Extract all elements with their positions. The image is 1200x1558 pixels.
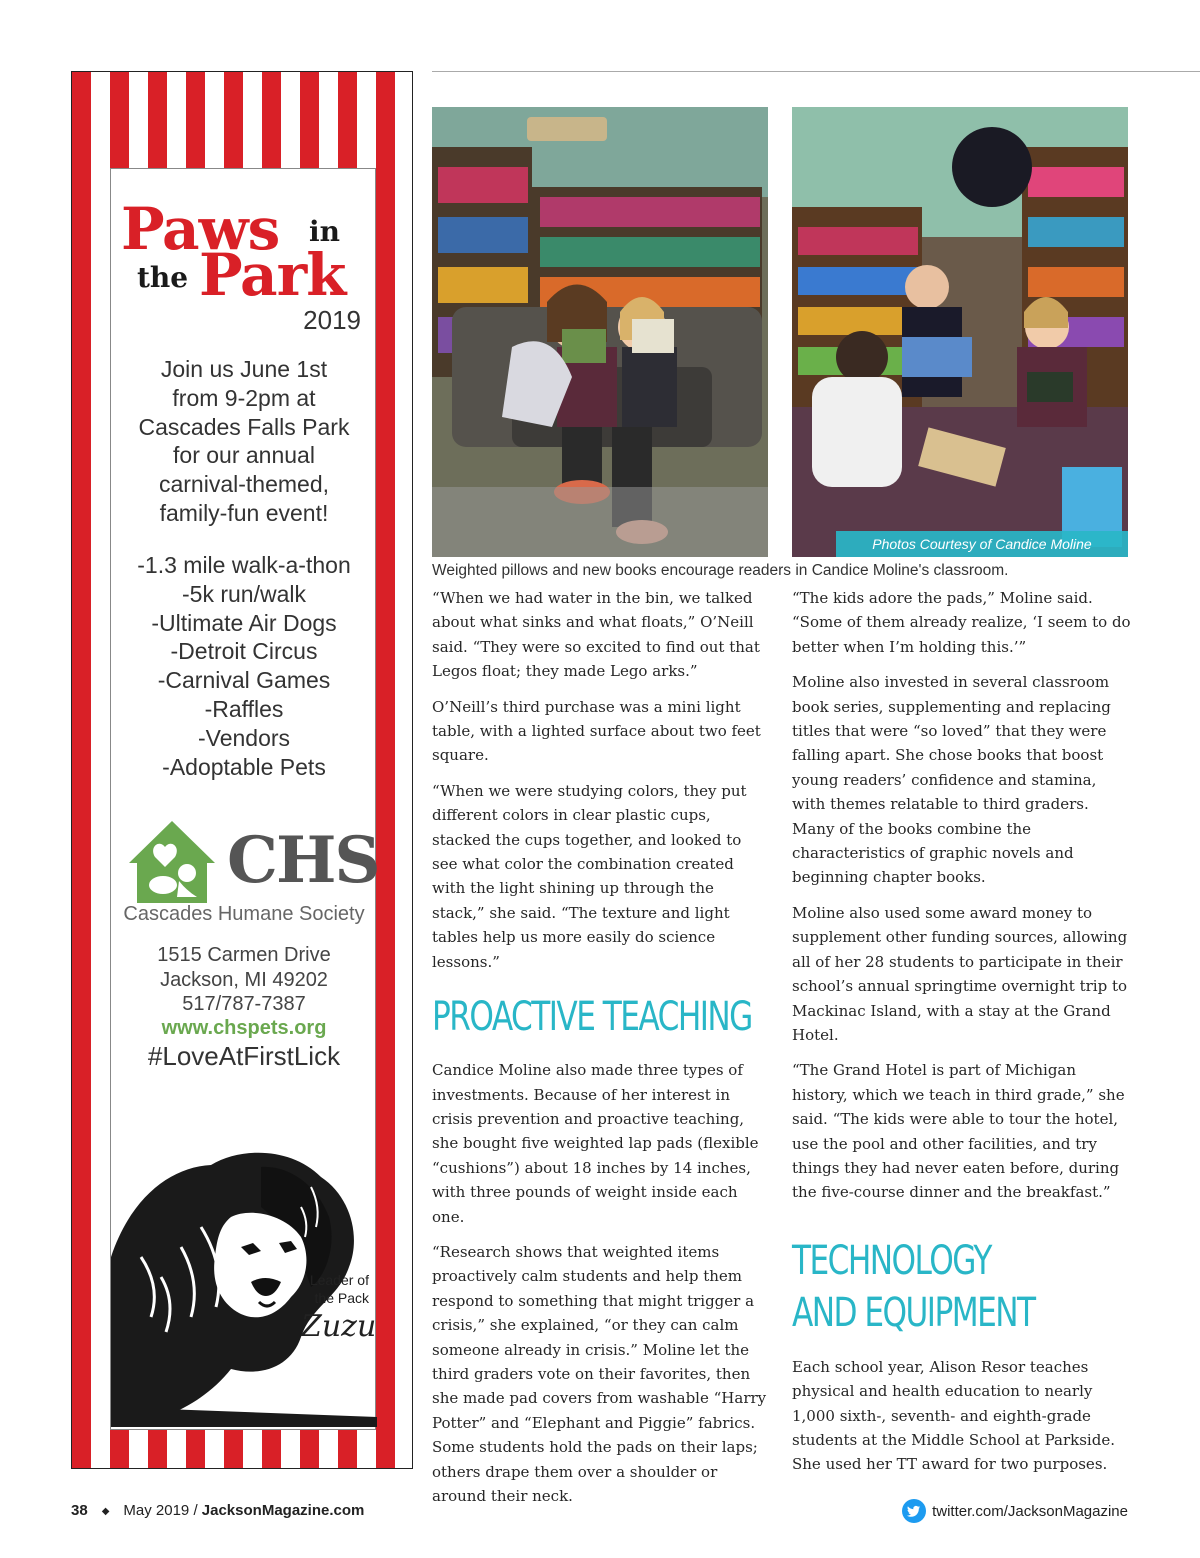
ad-event-item: -Adoptable Pets: [162, 753, 326, 780]
article-paragraph: “The kids adore the pads,” Moline said. “Some of them already realize, ‘I seem to do better when I’m holding this.’”: [792, 589, 1131, 656]
ad-event-item: -Carnival Games: [157, 667, 331, 694]
website-link[interactable]: www.chspets.org: [161, 1017, 327, 1039]
address: 1515 Carmen Drive: [157, 944, 331, 966]
classroom-photo-right: [792, 107, 1128, 557]
photo-right-image: [792, 107, 1128, 557]
page-number: 38: [71, 1502, 88, 1519]
article-paragraph: Each school year, Alison Resor teaches physical and health education to nearly 1,000 sixth-, seventh- and eighth-grade students at the Middle School at Parkside. She used her TT award for two purposes.: [792, 1357, 1115, 1474]
ad-title-the: the: [137, 261, 189, 294]
chs-logo: [125, 817, 379, 907]
chs-letters: CHS: [227, 823, 379, 898]
heading-line: TECHNOLOGY: [792, 1237, 991, 1284]
ad-panel: [110, 168, 379, 1430]
photo-caption: Weighted pillows and new books encourage readers in Candice Moline's classroom.: [432, 562, 1009, 579]
dog-caption: [297, 1271, 369, 1307]
article-paragraph: O’Neill’s third purchase was a mini light table, with a lighted surface about two feet square.: [432, 697, 761, 765]
separator: /: [193, 1502, 198, 1519]
ad-intro: [111, 355, 377, 528]
ad-intro-line: Cascades Falls Park: [138, 413, 350, 440]
ad-intro-line: family-fun event!: [159, 499, 329, 526]
footer-folio: [71, 1502, 364, 1519]
issue-date: May 2019: [123, 1502, 190, 1519]
ad-intro-line: carnival-themed,: [158, 471, 330, 498]
heading-line: AND EQUIPMENT: [792, 1289, 1035, 1336]
article-paragraph: “When we had water in the bin, we talked about what sinks and what floats,” O’Neill said. “They were so excited to find out that Legos float; they made Lego arks.”: [432, 589, 760, 681]
hashtag: #LoveAtFirstLick: [147, 1041, 341, 1071]
ad-title-in: in: [309, 215, 340, 248]
twitter-handle: twitter.com/JacksonMagazine: [932, 1502, 1128, 1520]
article-paragraph: “When we were studying colors, they put different colors in clear plastic cups, stacked the cups together, and looked to see what color the combination created with the light shining up through the stack,” she said. “The texture and light tables help us more easily do science lessons.”: [432, 781, 747, 971]
ad-intro-line: Join us June 1st: [160, 356, 328, 382]
photo-left-image: [432, 107, 768, 557]
house-pet-icon: [125, 817, 220, 907]
ad-intro-line: for our annual: [173, 442, 315, 469]
ad-year: 2019: [303, 305, 361, 335]
ad-title-paws: Paws: [121, 195, 280, 263]
paws-in-the-park-ad: [71, 71, 413, 1469]
ad-event-item: -5k run/walk: [182, 580, 306, 607]
dog-illustration-icon: [111, 1107, 377, 1427]
phone: 517/787-7387: [182, 993, 306, 1015]
article-paragraph: Candice Moline also made three types of investments. Because of her interest in crisis prevention and proactive teaching, she bought five weighted lap pads (flexible “cushions”) about 18 inches by 14 inches, with three pounds of weight inside each one.: [432, 1061, 759, 1226]
section-heading-technology: [792, 1235, 1057, 1339]
ad-title-park: Park: [199, 241, 346, 309]
org-name: Cascades Humane Society: [123, 903, 365, 925]
article-paragraph: Moline also used some award money to supplement other funding sources, allowing all of her 28 students to participate in their school’s annual springtime overnight trip to Mackinac Island, with a stay at the Grand Hotel.: [792, 903, 1128, 1044]
ad-contact: [111, 943, 377, 1017]
city: Jackson, MI 49202: [160, 968, 328, 991]
ad-event-item: -Vendors: [197, 724, 291, 751]
article-paragraph: “The Grand Hotel is part of Michigan history, which we teach in third grade,” she said. “The kids were able to tour the hotel, use the pool and other facilities, and try things they had never eaten before, during the five-course dinner and the breakfast.”: [792, 1061, 1125, 1202]
ad-event-item: -Detroit Circus: [170, 638, 318, 665]
ad-event-item: -Ultimate Air Dogs: [151, 609, 337, 636]
top-rule: [432, 71, 1200, 72]
dog-caption-line: Leader of: [309, 1272, 369, 1288]
site-link[interactable]: JacksonMagazine.com: [201, 1502, 365, 1519]
twitter-bird-icon: [902, 1499, 926, 1523]
article-column-middle: [432, 586, 768, 1519]
article-column-right: [792, 586, 1132, 1488]
photo-credit: Photos Courtesy of Candice Moline: [836, 531, 1128, 557]
diamond-icon: ◆: [101, 1505, 110, 1517]
article-paragraph: Moline also invested in several classroom book series, supplementing and replacing titles that were “so loved” that they were falling apart. She chose books that boost young readers’ confidence and stamina, with themes relatable to third graders. Many of the books combine the characteristics of graphic novels and beginning chapter books.: [792, 673, 1111, 887]
article-paragraph: “Research shows that weighted items proactively calm students and help them respond to something that might trigger a crisis,” she explained, “or they can calm someone already in crisis.” Moline let the third graders vote on their favorites, then she made pad covers from washable “Harry Potter” and “Elephant and Piggie” fabrics. Some students hold the pads on their laps; others drape them over a shoulder or around their neck.: [432, 1242, 767, 1505]
ad-event-item: -Raffles: [204, 695, 284, 722]
footer-twitter[interactable]: [902, 1499, 1128, 1523]
dog-caption-line: the Pack: [314, 1290, 369, 1306]
ad-intro-line: from 9-2pm at: [172, 384, 316, 411]
dog-name: Zuzu: [301, 1309, 377, 1344]
classroom-photo-left: [432, 107, 768, 557]
ad-event-item: -1.3 mile walk-a-thon: [137, 552, 351, 578]
section-heading-proactive-teaching: PROACTIVE TEACHING: [432, 994, 752, 1041]
ad-event-list: [111, 551, 377, 781]
